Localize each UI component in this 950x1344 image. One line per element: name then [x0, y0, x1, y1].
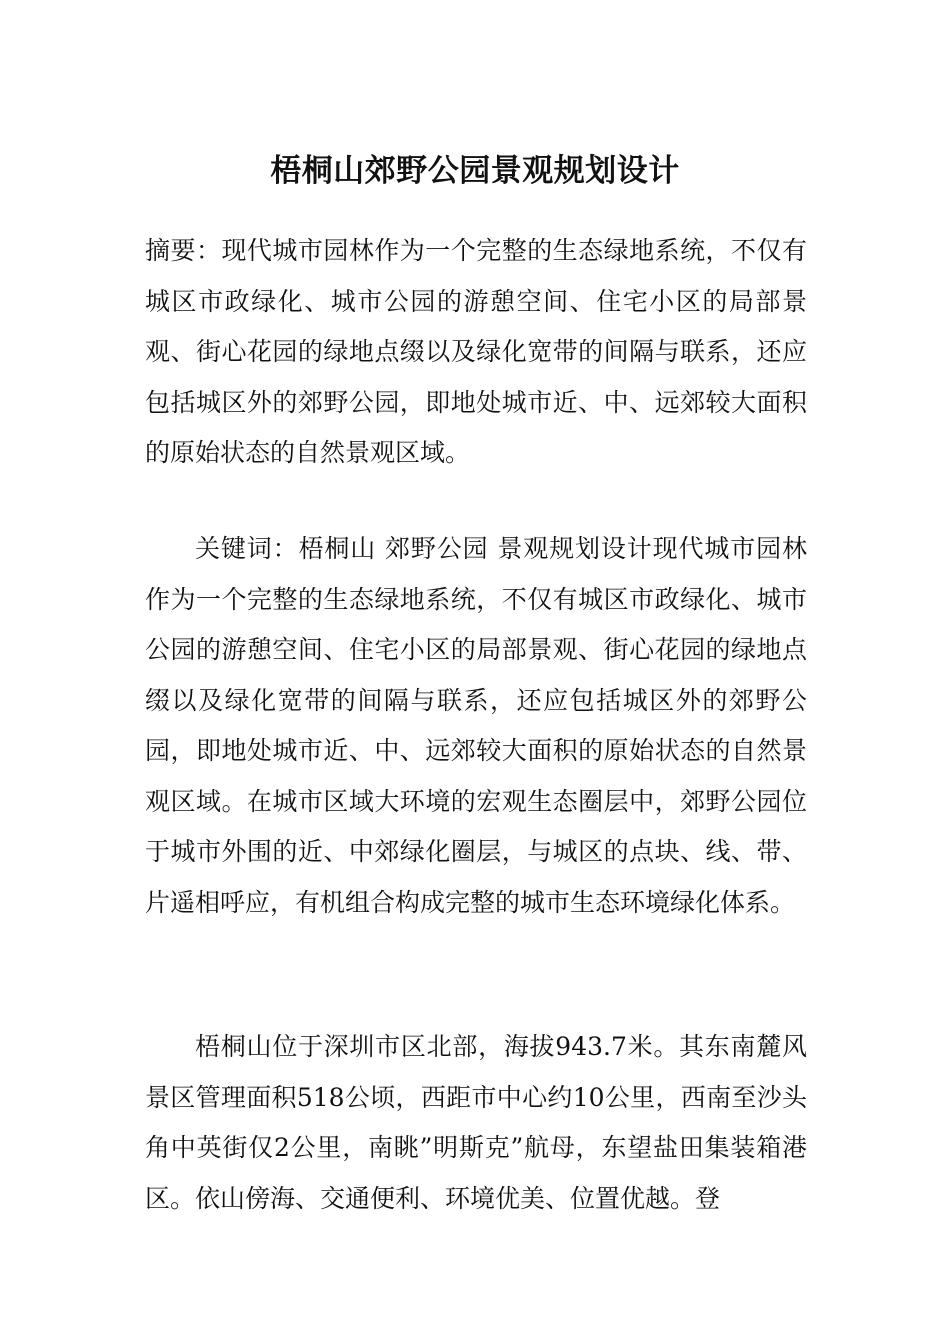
body-paragraph: 梧桐山位于深圳市区北部，海拔943.7米。其东南麓风景区管理面积518公顷，西距市中心约10公里，西南至沙头角中英街仅2公里，南眺”明斯克”航母，东望盐田集装箱港区。依山傍海、交通便利、环境优美、位置优越。登	[145, 1032, 807, 1213]
keywords-paragraph: 关键词：梧桐山 郊野公园 景观规划设计现代城市园林作为一个完整的生态绿地系统，不仅有城区市政绿化、城市公园的游憩空间、住宅小区的局部景观、街心花园的绿地点缀以及绿化宽带的间隔与联系，还应包括城区外的郊野公园，即地处城市近、中、远郊较大面积的原始状态的自然景观区域。在城市区域大环境的宏观生态圈层中，郊野公园位于城市外围的近、中郊绿化圈层，与城区的点块、线、带、片遥相呼应，有机组合构成完整的城市生态环境绿化体系。	[145, 534, 807, 917]
abstract-paragraph: 摘要：现代城市园林作为一个完整的生态绿地系统，不仅有城区市政绿化、城市公园的游憩空间、住宅小区的局部景观、街心花园的绿地点缀以及绿化宽带的间隔与联系，还应包括城区外的郊野公园，即地处城市近、中、远郊较大面积的原始状态的自然景观区域。	[145, 236, 807, 467]
document-title: 梧桐山郊野公园景观规划设计	[270, 152, 680, 189]
